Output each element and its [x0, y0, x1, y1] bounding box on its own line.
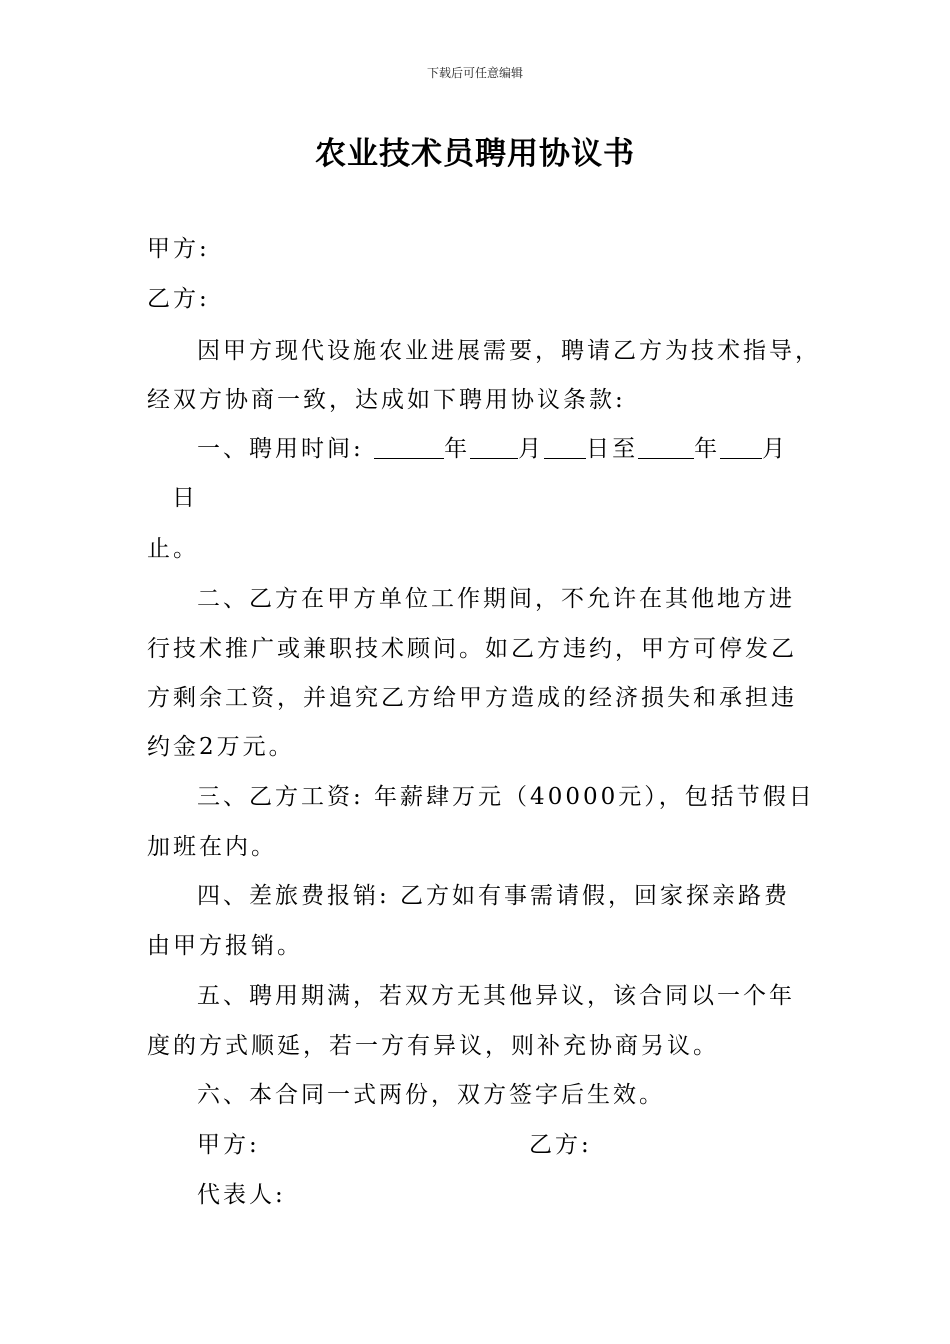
clause-1-day-end: 日 — [172, 485, 198, 511]
clause-2-line-1: 二、乙方在甲方单位工作期间，不允许在其他地方进 — [197, 586, 795, 612]
clause-2-line-2: 行技术推广或兼职技术顾问。如乙方违约，甲方可停发乙 — [147, 636, 797, 662]
clause-2-line-4: 约金2万元。 — [147, 734, 295, 760]
day-start-blank[interactable] — [544, 436, 586, 459]
clause-5-line-1: 五、聘用期满，若双方无其他异议，该合同以一个年 — [197, 983, 795, 1009]
clause-1-employment-period — [197, 434, 788, 464]
month-label: 月 — [518, 436, 545, 462]
year-end-blank[interactable] — [638, 436, 694, 459]
month-end-blank[interactable] — [720, 436, 762, 459]
clause-6: 六、本合同一式两份，双方签字后生效。 — [197, 1082, 665, 1108]
header-note: 下载后可任意编辑 — [426, 66, 523, 80]
clause-3-line-1: 三、乙方工资: 年薪肆万元（40000元），包括节假日 — [197, 784, 815, 810]
intro-line-2: 经双方协商一致，达成如下聘用协议条款: — [147, 387, 626, 413]
clause-3-line-2: 加班在内。 — [147, 834, 277, 860]
clause-2-line-3: 方剩余工资，并追究乙方给甲方造成的经济损失和承担违 — [147, 685, 797, 711]
year-start-blank[interactable] — [374, 436, 444, 459]
clause-5-line-2: 度的方式顺延，若一方有异议，则补充协商另议。 — [147, 1033, 719, 1059]
clause-1-prefix: 一、聘用时间: — [197, 436, 364, 462]
signature-representative: 代表人: — [197, 1182, 286, 1208]
day-to-label: 日至 — [586, 436, 639, 462]
clause-4-line-1: 四、差旅费报销: 乙方如有事需请假，回家探亲路费 — [197, 883, 791, 909]
document-title: 农业技术员聘用协议书 — [315, 136, 635, 172]
party-b-label: 乙方: — [147, 286, 210, 312]
intro-line-1: 因甲方现代设施农业进展需要，聘请乙方为技术指导， — [197, 338, 821, 364]
month-label: 月 — [762, 436, 789, 462]
party-a-label: 甲方: — [147, 236, 210, 262]
signature-party-b: 乙方: — [529, 1132, 592, 1158]
clause-4-line-2: 由甲方报销。 — [147, 933, 303, 959]
month-start-blank[interactable] — [470, 436, 518, 459]
signature-party-a: 甲方: — [197, 1132, 260, 1158]
clause-1-end: 止。 — [147, 536, 199, 562]
year-label: 年 — [694, 436, 721, 462]
year-label: 年 — [444, 436, 471, 462]
